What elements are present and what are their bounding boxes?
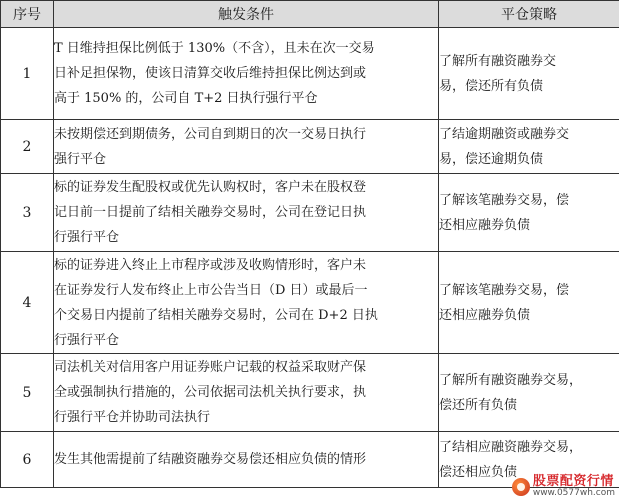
liquidation-policy-line: 了结相应融资融券交易， bbox=[439, 439, 583, 455]
row-index: 1 bbox=[1, 28, 54, 120]
liquidation-policy-line: 还相应融券负债 bbox=[439, 307, 531, 323]
liquidation-policy-cell bbox=[439, 174, 619, 252]
trigger-condition-line: 记日前一日提前了结相关融券交易时，公司在登记日执 bbox=[54, 205, 367, 220]
liquidation-policy-line: 了解该笔融券交易，偿 bbox=[439, 282, 570, 298]
liquidation-policy-cell bbox=[439, 354, 619, 432]
table-header-row bbox=[1, 1, 619, 28]
trigger-condition-line: 司法机关对信用客户用证券账户记载的权益采取财产保 bbox=[54, 360, 367, 375]
watermark-logo-icon bbox=[512, 478, 530, 496]
trigger-condition-line: 强行平仓 bbox=[54, 151, 107, 167]
header-index: 序号 bbox=[1, 1, 54, 28]
header-liquidation-policy: 平仓策略 bbox=[439, 1, 619, 28]
trigger-condition-cell bbox=[54, 354, 439, 432]
trigger-condition-line: 行强行平仓 bbox=[54, 230, 120, 245]
row-index: 6 bbox=[1, 432, 54, 488]
watermark-url: www.0577wh.com bbox=[532, 488, 615, 498]
table-row bbox=[1, 252, 619, 354]
trigger-condition-line: 全或强制执行措施的，公司依据司法机关执行要求，执 bbox=[54, 385, 367, 400]
watermark bbox=[512, 475, 615, 498]
trigger-condition-line: 发生其他需提前了结融资融券交易偿还相应负债的情形 bbox=[54, 452, 367, 467]
trigger-condition-line: 在证券发行人发布终止上市公告当日（D 日）或最后一 bbox=[54, 282, 368, 298]
liquidation-policy-line: 偿还所有负债 bbox=[439, 397, 518, 413]
row-index: 4 bbox=[1, 252, 54, 354]
row-index: 3 bbox=[1, 174, 54, 252]
trigger-condition-cell bbox=[54, 432, 439, 488]
liquidation-policy-line: 还相应融券负债 bbox=[439, 217, 531, 233]
row-index: 5 bbox=[1, 354, 54, 432]
trigger-condition-cell bbox=[54, 252, 439, 354]
liquidation-policy-line: 了结逾期融资或融券交 bbox=[439, 126, 570, 142]
liquidation-policy-cell bbox=[439, 120, 619, 174]
trigger-condition-line: 日补足担保物，使该日清算交收后维持担保比例达到或 bbox=[54, 66, 367, 81]
liquidation-policy-line: 偿还相应负债 bbox=[439, 464, 518, 480]
liquidation-policy-line: 了解所有融资融券交易， bbox=[439, 372, 583, 388]
liquidation-policy-cell bbox=[439, 28, 619, 120]
trigger-condition-line: T 日维持担保比例低于 130%（不含），且未在次一交易 bbox=[54, 41, 375, 56]
trigger-condition-line: 未按期偿还到期债务，公司自到期日的次一交易日执行 bbox=[54, 126, 367, 142]
table-row bbox=[1, 28, 619, 120]
header-trigger-condition: 触发条件 bbox=[54, 1, 439, 28]
liquidation-policy-cell bbox=[439, 252, 619, 354]
trigger-condition-line: 个交易日内提前了结相关融券交易时，公司在 D+2 日执 bbox=[54, 307, 378, 323]
table-row bbox=[1, 174, 619, 252]
trigger-condition-line: 行强行平仓 bbox=[54, 332, 120, 348]
table-row bbox=[1, 120, 619, 174]
trigger-condition-line: 标的证券发生配股权或优先认购权时，客户未在股权登 bbox=[54, 180, 367, 195]
trigger-condition-cell bbox=[54, 28, 439, 120]
row-index: 2 bbox=[1, 120, 54, 174]
liquidation-policy-line: 易，偿还逾期负债 bbox=[439, 151, 544, 167]
trigger-condition-line: 标的证券进入终止上市程序或涉及收购情形时，客户未 bbox=[54, 257, 367, 273]
trigger-condition-cell bbox=[54, 120, 439, 174]
liquidation-policy-line: 易，偿还所有负债 bbox=[439, 78, 544, 94]
watermark-name: 股票配资行情 bbox=[532, 474, 614, 489]
trigger-condition-line: 高于 150% 的，公司自 T+2 日执行强行平仓 bbox=[54, 91, 318, 106]
liquidation-policy-line: 了解该笔融券交易，偿 bbox=[439, 192, 570, 208]
trigger-condition-cell bbox=[54, 174, 439, 252]
liquidation-policy-line: 了解所有融资融券交 bbox=[439, 53, 557, 69]
trigger-condition-line: 行强行平仓并协助司法执行 bbox=[54, 410, 211, 425]
table-row bbox=[1, 354, 619, 432]
